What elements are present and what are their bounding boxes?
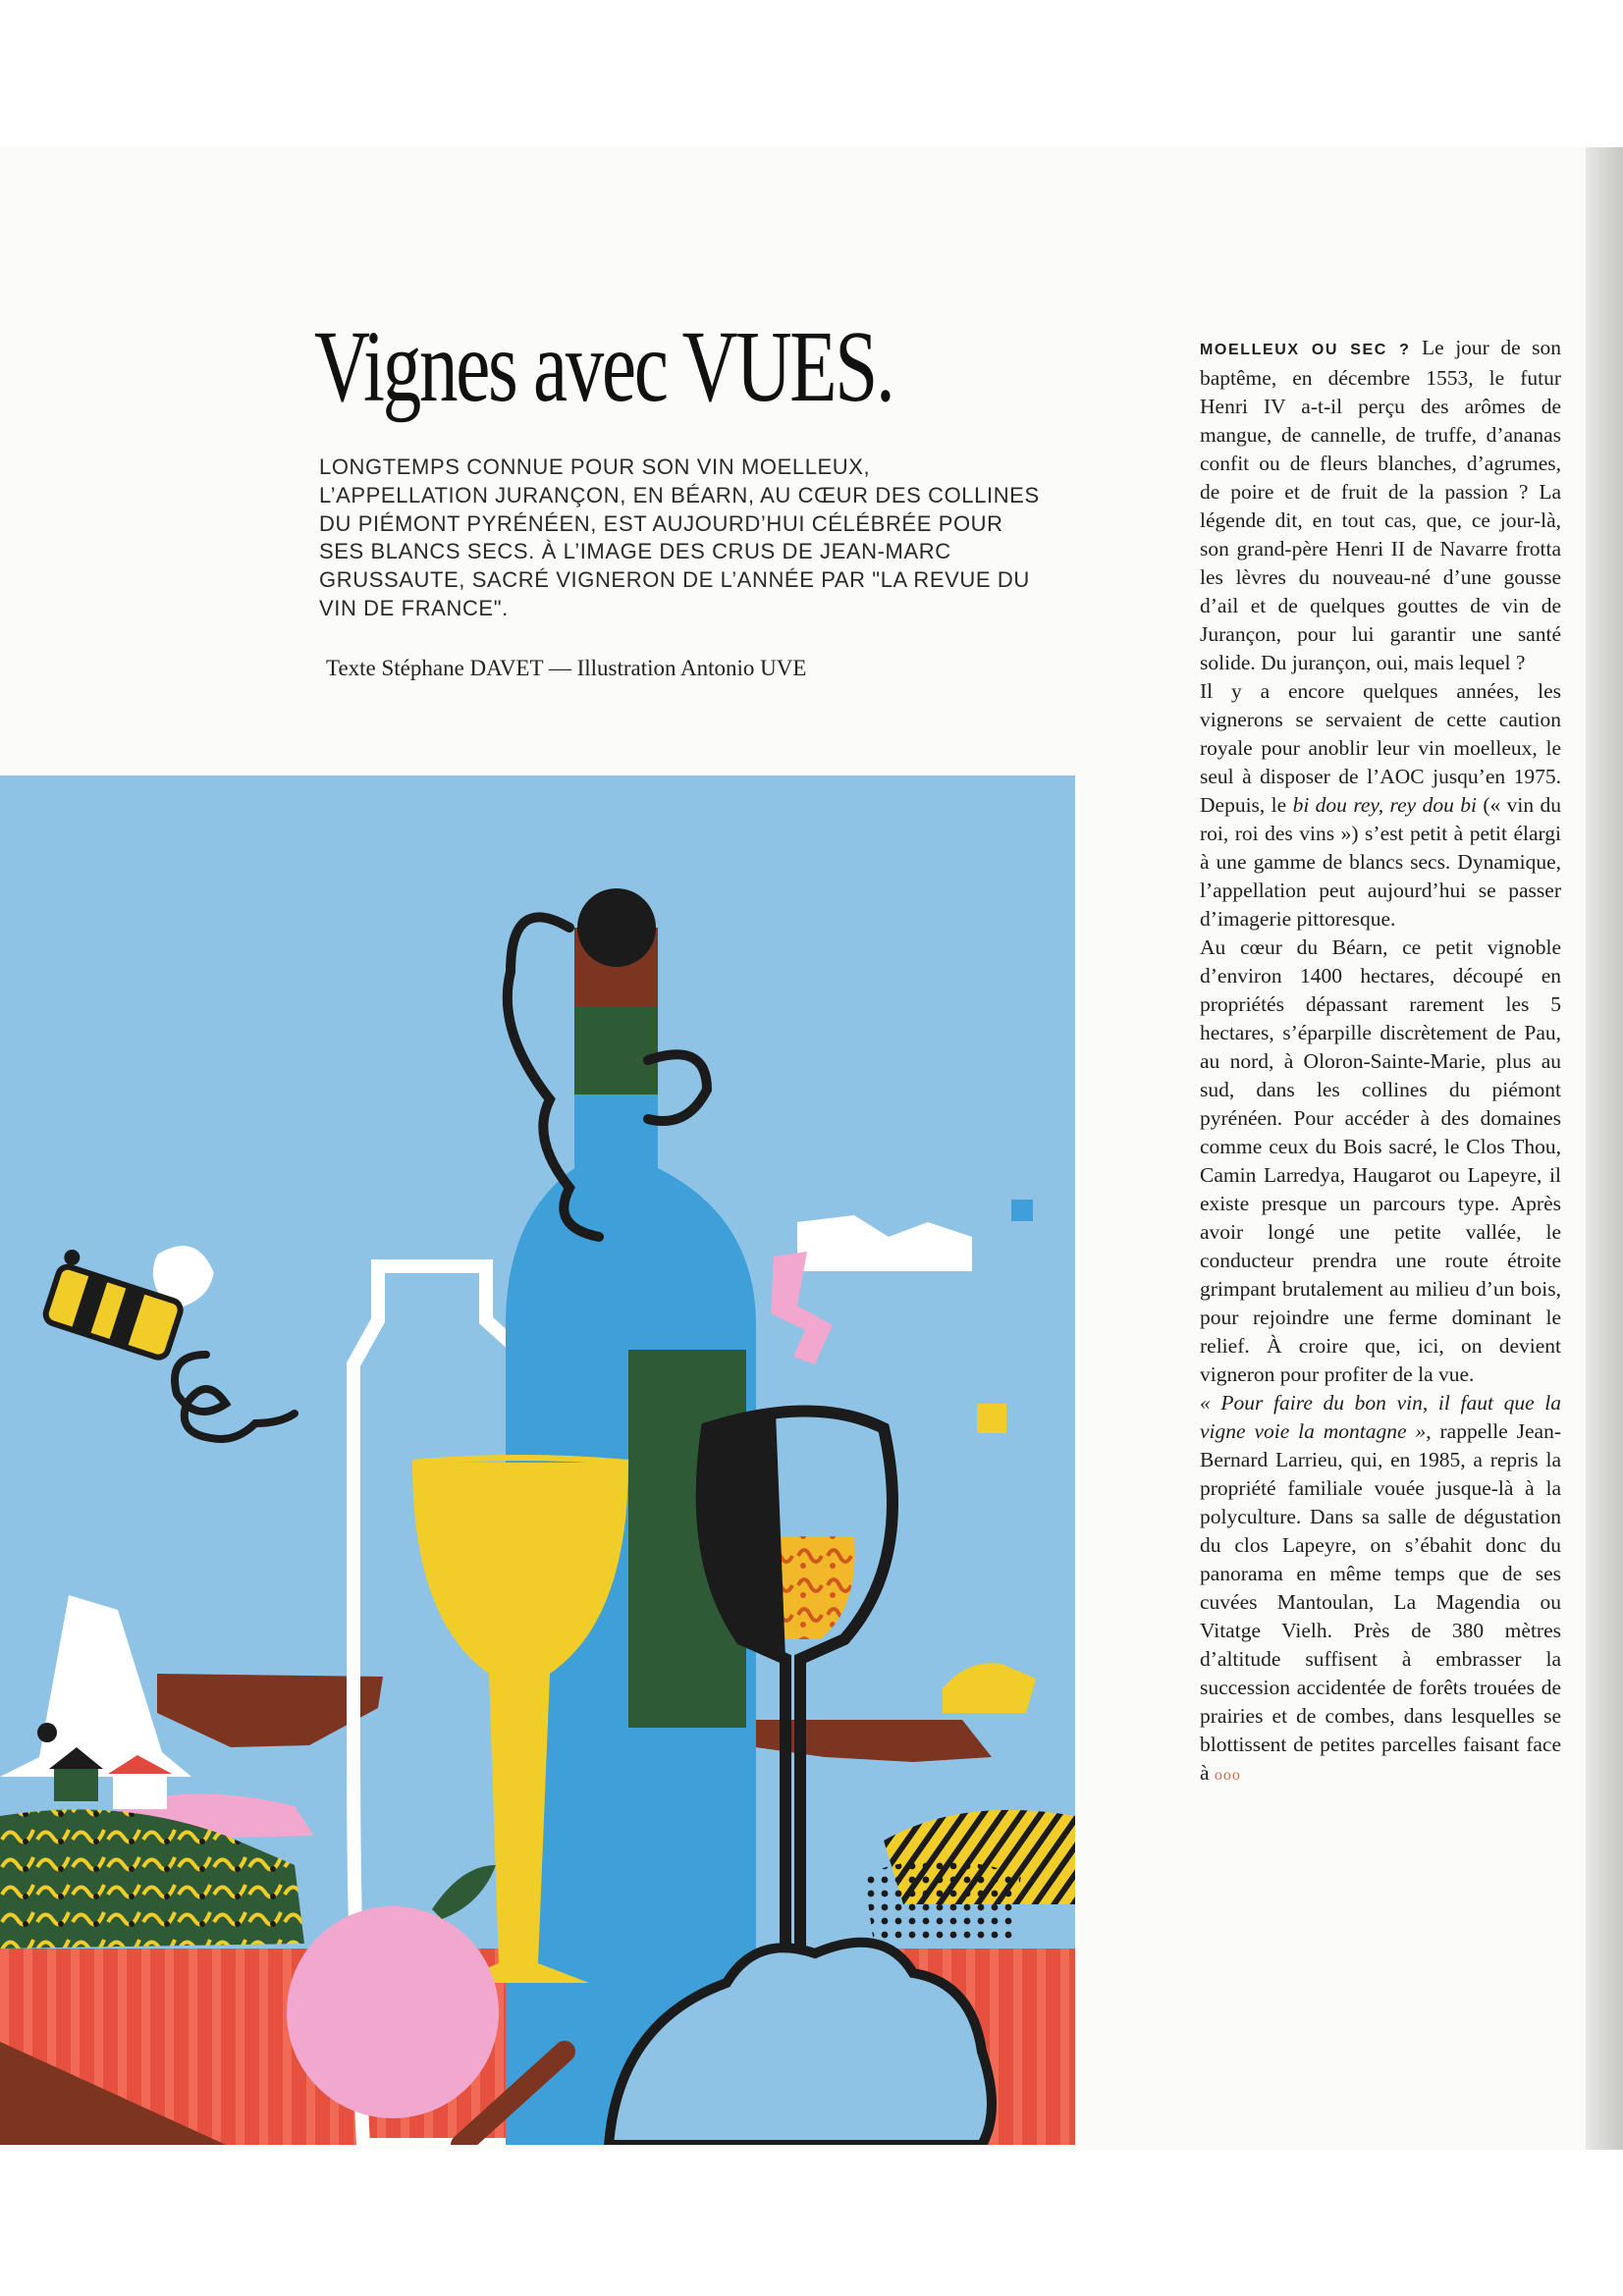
article-credits: Texte Stéphane DAVET — Illustration Antonio UVE (326, 656, 807, 680)
paragraph-4-text: , rappelle Jean-Bernard Larrieu, qui, en 1985, a repris la propriété familiale vouée jusque-là à la polyculture. Dans sa salle de dégustation du clos Lapeyre, on s’ébahit donc du panorama en même temps que de ses cuvées Mantoulan, La Magendia ou Vitatge Vielh. Près de 380 mètres d’altitude suffisent à embrasser la succession accidentée de forêts trouées de prairies et de combes, dans lesquelles se blottissent de petites parcelles faisant face à (1200, 1419, 1561, 1785)
bottle-neck-green (574, 1006, 658, 1095)
paragraph-4 (1200, 1389, 1561, 1789)
article-standfirst: LONGTEMPS CONNUE POUR SON VIN MOELLEUX, L’APPELLATION JURANÇON, EN BÉARN, AU CŒUR DES COLLINES DU PIÉMONT PYRÉNÉEN, EST AUJOURD’HUI CÉLÉBRÉE POUR SES BLANCS SECS. À L’IMAGE DES CRUS DE JEAN-MARC GRUSSAUTE, SACRÉ VIGNERON DE L’ANNÉE PAR "LA REVUE DU VIN DE FRANCE". (319, 454, 1040, 620)
article-body (1200, 334, 1561, 1789)
paragraph-2-quote: bi dou rey, rey dou bi (1292, 793, 1477, 817)
tree-small (37, 1723, 57, 1742)
illustration-svg (0, 775, 1097, 2145)
article-title: Vignes avec VUES. (314, 310, 893, 423)
bottle-cork (577, 888, 656, 967)
house-1 (54, 1767, 98, 1801)
paragraph-3: Au cœur du Béarn, ce petit vignoble d’environ 1400 hectares, découpé en propriétés dépassant rarement les 5 hectares, s’éparpille discrètement de Pau, au nord, à Oloron-Sainte-Marie, plus au sud, dans les collines du piémont pyrénéen. Pour accéder à des domaines comme ceux du Bois sacré, le Clos Thou, Camin Larredya, Haugarot ou Lapeyre, il existe presque un parcours type. Après avoir longé une petite vallée, le conducteur prendra une route étroite grimpant brutalement au milieu d’un bois, pour rejoindre une ferme dominant le relief. À croire que, ici, on devient vigneron pour profiter de la vue. (1200, 935, 1561, 1386)
paragraph-1 (1200, 334, 1561, 677)
wine-illustration (0, 775, 1097, 2145)
dotted-field (864, 1860, 1021, 1944)
paragraph-4-quote: « Pour faire du bon vin, il faut que la vigne voie la montagne » (1200, 1391, 1561, 1443)
paragraph-1-text: Le jour de son baptême, en décembre 1553, le futur Henri IV a-t-il perçu des arômes de mangue, de cannelle, de truffe, d’ananas confit ou de fleurs blanches, d’agrumes, de poire et de fruit de la passion ? La légende dit, en tout cas, que, ce jour-là, son grand-père Henri II de Navarre frotta les lèvres du nouveau-né d’une gousse d’ail et de quelques gouttes de vin de Jurançon, pour lui garantir une santé solide. Du jurançon, oui, mais lequel ? (1200, 336, 1561, 674)
peach (287, 1906, 499, 2118)
square-yellow (977, 1404, 1006, 1433)
continued-icon: ooo (1214, 1767, 1241, 1784)
article-kicker: MOELLEUX OU SEC ? (1200, 342, 1411, 358)
paragraph-2-text-b: (« vin du roi, roi des vins ») s’est petit à petit élargi à une gamme de blancs secs. Dynamique, l’appellation peut aujourd’hui se passer d’imagerie pittoresque. (1200, 793, 1561, 931)
page-gutter-shadow (1586, 147, 1623, 2150)
house-2 (113, 1772, 167, 1809)
paragraph-2 (1200, 677, 1561, 934)
paragraph-2-text-a: Il y a encore quelques années, les vignerons se servaient de cette caution royale pour anoblir leur vin moelleux, le seul à disposer de l’AOC jusqu’en 1975. Depuis, le (1200, 679, 1561, 817)
square-blue (1011, 1200, 1033, 1221)
